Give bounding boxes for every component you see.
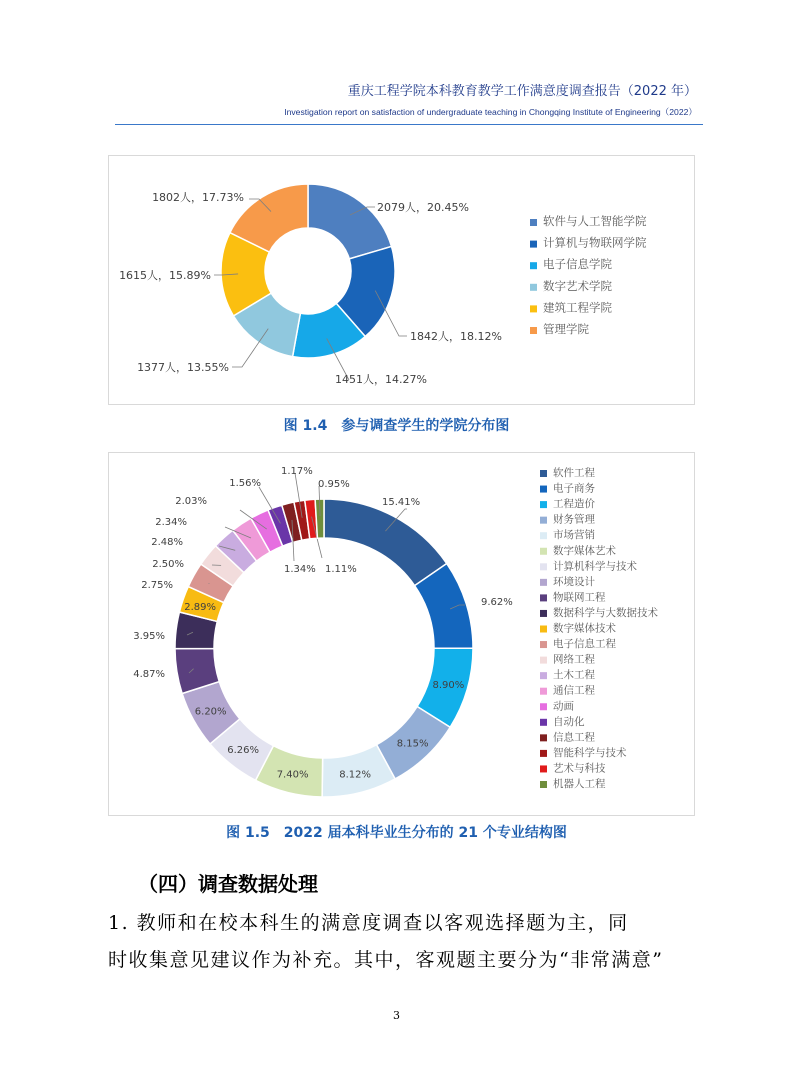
major-legend-swatch-4 [540, 517, 547, 524]
major-legend-item-6: 数字媒体艺术 [553, 544, 616, 557]
college-legend-item-2: 计算机与物联网学院 [543, 235, 647, 250]
major-legend-swatch-8 [540, 579, 547, 586]
major-legend-item-2: 电子商务 [553, 482, 595, 495]
major-data-label-4: 8.15% [396, 738, 429, 750]
major-legend-swatch-19 [540, 750, 547, 757]
major-legend-swatch-7 [540, 563, 547, 570]
page-number: 3 [393, 1009, 400, 1022]
major-legend-swatch-10 [540, 610, 547, 617]
header-rule [115, 124, 703, 125]
major-legend-item-18: 信息工程 [553, 731, 595, 744]
college-legend-item-6: 管理学院 [543, 322, 589, 336]
major-data-label-2: 9.62% [481, 597, 513, 608]
report-header-subtitle: Investigation report on satisfaction of undergraduate teaching in Chongqing Institute of Engineering（2022） [284, 107, 697, 117]
major-legend-swatch-6 [540, 548, 547, 555]
major-data-label-13: 2.50% [152, 559, 184, 570]
figure-1-5-caption: 图 1.5 2022 届本科毕业生分布的 21 个专业结构图 [226, 825, 567, 841]
college-donut-svg [109, 156, 694, 404]
major-legend-item-8: 环境设计 [553, 575, 595, 588]
major-data-label-21: 0.95% [318, 479, 350, 490]
major-legend-swatch-12 [540, 641, 547, 648]
major-legend-item-12: 电子信息工程 [553, 638, 616, 651]
major-legend-swatch-17 [540, 719, 547, 726]
major-legend-swatch-20 [540, 765, 547, 772]
major-legend-swatch-2 [540, 486, 547, 493]
major-legend-swatch-9 [540, 594, 547, 601]
major-donut-svg [109, 453, 694, 815]
major-legend-item-5: 市场营销 [553, 529, 595, 542]
major-legend-swatch-5 [540, 532, 547, 539]
major-legend-swatch-3 [540, 501, 547, 508]
major-legend-item-3: 工程造价 [553, 498, 595, 511]
major-legend-item-19: 智能科学与技术 [553, 746, 627, 759]
major-legend-swatch-15 [540, 688, 547, 695]
major-distribution-chart [108, 452, 695, 816]
college-data-label-6: 1802人，17.73% [152, 191, 244, 204]
major-legend-item-15: 通信工程 [553, 684, 595, 697]
major-legend-item-21: 机器人工程 [553, 778, 606, 790]
college-legend-swatch-6 [530, 327, 537, 334]
major-data-label-3: 8.90% [432, 679, 465, 691]
major-data-label-8: 6.20% [194, 706, 227, 718]
major-data-label-6: 7.40% [276, 769, 309, 781]
major-data-label-5: 8.12% [339, 769, 371, 781]
major-legend-item-11: 数字媒体技术 [553, 622, 616, 635]
college-legend-swatch-4 [530, 284, 537, 291]
major-data-label-14: 2.48% [151, 537, 183, 548]
college-legend-swatch-2 [530, 241, 537, 248]
major-data-label-16: 2.03% [175, 496, 207, 507]
major-data-label-9: 4.87% [133, 669, 165, 680]
major-legend-item-17: 自动化 [553, 715, 585, 728]
figure-1-4-caption: 图 1.4 参与调查学生的学院分布图 [283, 418, 510, 434]
major-data-label-10: 3.95% [133, 631, 165, 642]
college-legend-item-5: 建筑工程学院 [543, 300, 612, 315]
major-data-label-20: 1.11% [325, 564, 357, 575]
college-data-label-4: 1377人，13.55% [137, 361, 229, 374]
college-data-label-2: 1842人，18.12% [410, 330, 502, 343]
college-distribution-chart [108, 155, 695, 405]
college-legend-swatch-5 [530, 305, 537, 312]
major-data-label-11: 2.89% [184, 602, 216, 613]
college-data-label-3: 1451人，14.27% [335, 373, 427, 386]
college-legend-item-4: 数字艺术学院 [543, 278, 612, 293]
major-legend-item-13: 网络工程 [553, 653, 595, 666]
major-legend-item-10: 数据科学与大数据技术 [553, 606, 658, 619]
body-paragraph-line-2: 时收集意见建议作为补充。其中，客观题主要分为“非常满意” [108, 949, 664, 971]
major-legend-item-14: 土木工程 [553, 669, 595, 682]
college-legend-swatch-3 [530, 262, 537, 269]
section-heading: （四）调查数据处理 [138, 872, 318, 896]
major-data-label-12: 2.75% [141, 580, 173, 591]
college-legend-item-3: 电子信息学院 [543, 257, 612, 272]
major-data-label-19: 1.17% [281, 466, 313, 477]
college-data-label-5: 1615人，15.89% [119, 269, 211, 282]
major-legend-swatch-21 [540, 781, 547, 788]
major-data-label-17: 1.56% [229, 478, 261, 489]
major-legend-swatch-14 [540, 672, 547, 679]
major-data-label-15: 2.34% [155, 517, 187, 528]
college-data-label-1: 2079人，20.45% [377, 201, 469, 214]
major-legend-swatch-18 [540, 734, 547, 741]
major-legend-item-9: 物联网工程 [553, 591, 606, 604]
major-legend-swatch-13 [540, 657, 547, 664]
major-legend-item-4: 财务管理 [553, 513, 595, 526]
major-legend-swatch-11 [540, 626, 547, 633]
major-legend-item-7: 计算机科学与技术 [553, 560, 637, 573]
report-header-title: 重庆工程学院本科教育教学工作满意度调查报告（2022 年） [347, 84, 697, 99]
major-legend-item-20: 艺术与科技 [553, 762, 606, 775]
major-data-label-1: 15.41% [382, 497, 421, 508]
major-legend-item-1: 软件工程 [553, 467, 595, 479]
body-paragraph-line-1: 1. 教师和在校本科生的满意度调查以客观选择题为主，同 [108, 912, 629, 934]
college-legend-swatch-1 [530, 219, 537, 226]
major-legend-swatch-1 [540, 470, 547, 477]
college-slice-1 [308, 184, 391, 259]
college-legend-item-1: 软件与人工智能学院 [543, 214, 647, 228]
major-data-label-7: 6.26% [227, 745, 260, 757]
major-data-label-18: 1.34% [284, 564, 316, 575]
major-legend-item-16: 动画 [553, 700, 574, 713]
major-legend-swatch-16 [540, 703, 547, 710]
